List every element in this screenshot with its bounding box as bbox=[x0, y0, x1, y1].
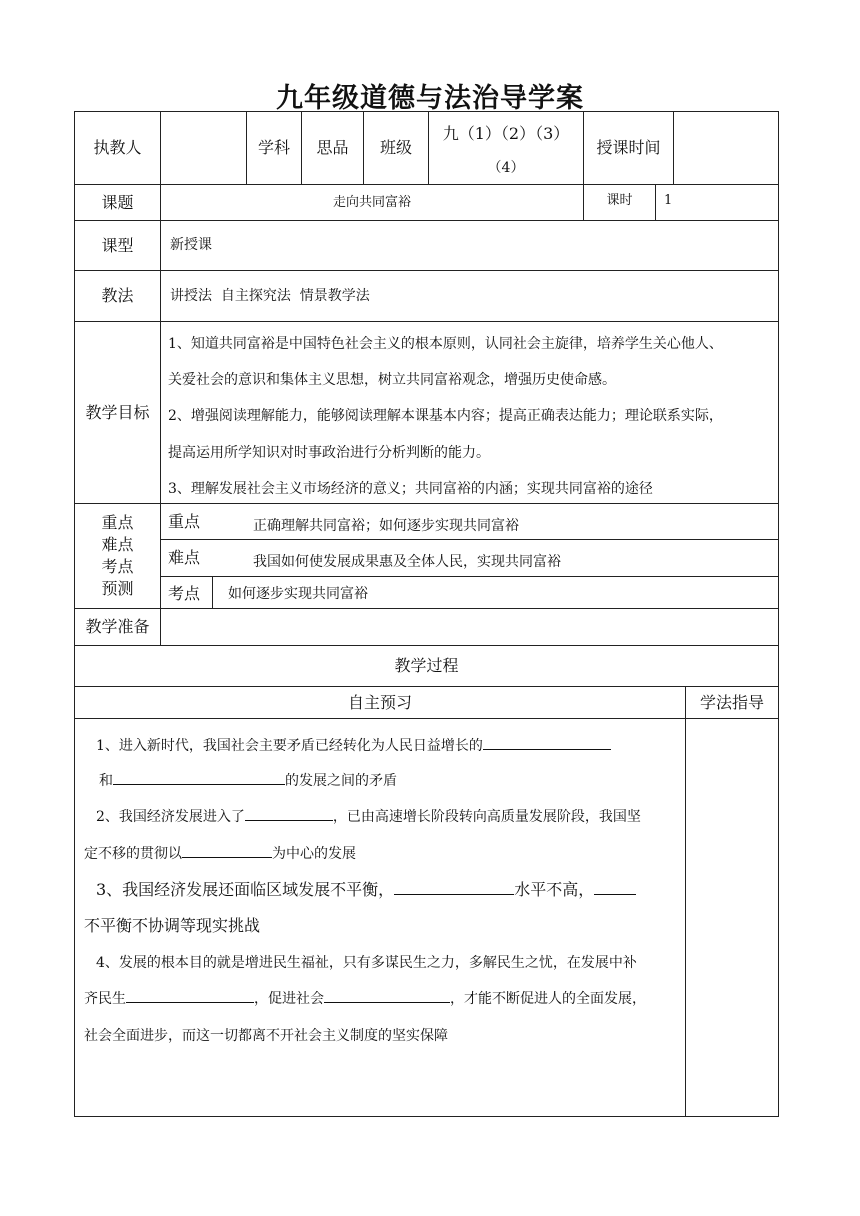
objective-line: 提高运用所学知识对时事政治进行分析判断的能力。 bbox=[168, 445, 490, 461]
question-2 bbox=[96, 806, 641, 826]
question-text: ，促进社会 bbox=[254, 991, 324, 1007]
objective-line: 1、知道共同富裕是中国特色社会主义的根本原则，认同社会主旋律，培养学生关心他人、 bbox=[168, 336, 723, 352]
teacher-value bbox=[161, 112, 246, 184]
key-points-label-line: 预测 bbox=[101, 579, 134, 598]
objective-line: 3、理解发展社会主义市场经济的意义；共同富裕的内涵；实现共同富裕的途径 bbox=[168, 481, 653, 497]
key-points-label-line: 考点 bbox=[101, 557, 134, 576]
question-1 bbox=[96, 735, 611, 755]
answer-blank[interactable] bbox=[126, 988, 254, 1003]
method-label: 教法 bbox=[101, 286, 134, 306]
key-points-label-line: 重点 bbox=[101, 513, 134, 532]
question-4: 4、发展的根本目的就是增进民生福祉，只有多谋民生之力，多解民生之忧，在发展中补 bbox=[96, 955, 637, 971]
question-text: 1、进入新时代，我国社会主要矛盾已经转化为人民日益增长的 bbox=[96, 738, 483, 754]
question-3-cont: 不平衡不协调等现实挑战 bbox=[84, 916, 261, 935]
question-2-cont bbox=[84, 843, 356, 863]
answer-blank[interactable] bbox=[182, 843, 272, 858]
period-value: 1 bbox=[664, 193, 673, 208]
subject-value: 思品 bbox=[316, 138, 349, 158]
question-text: 2、我国经济发展进入了 bbox=[96, 809, 245, 825]
teacher-label: 执教人 bbox=[93, 138, 142, 158]
guide-header: 学法指导 bbox=[699, 692, 764, 712]
answer-blank[interactable] bbox=[324, 988, 450, 1003]
prep-label: 教学准备 bbox=[85, 617, 150, 637]
page-title: 九年级道德与法治导学案 bbox=[276, 83, 584, 114]
question-text: 3、我国经济发展还面临区域发展不平衡， bbox=[96, 880, 395, 899]
key-point-label: 考点 bbox=[168, 584, 201, 603]
time-value bbox=[674, 112, 778, 184]
class-value-line2: （4） bbox=[487, 160, 525, 176]
answer-blank[interactable] bbox=[594, 880, 636, 895]
question-3 bbox=[96, 877, 636, 900]
question-4-cont bbox=[84, 988, 646, 1008]
key-point-value: 正确理解共同富裕；如何逐步实现共同富裕 bbox=[253, 518, 519, 534]
class-value bbox=[429, 112, 583, 184]
question-text: ，已由高速增长阶段转向高质量发展阶段，我国坚 bbox=[332, 809, 641, 825]
topic-value: 走向共同富裕 bbox=[332, 194, 411, 210]
question-text: 水平不高， bbox=[514, 880, 595, 899]
question-1-cont bbox=[99, 770, 397, 790]
topic-label: 课题 bbox=[101, 192, 134, 212]
subject-label: 学科 bbox=[257, 138, 290, 158]
question-text: 为中心的发展 bbox=[272, 846, 356, 862]
key-point-value: 如何逐步实现共同富裕 bbox=[228, 586, 368, 602]
answer-blank[interactable] bbox=[483, 735, 611, 750]
question-text: ，才能不断促进人的全面发展， bbox=[450, 991, 646, 1007]
answer-blank[interactable] bbox=[245, 806, 333, 821]
process-title: 教学过程 bbox=[394, 656, 459, 676]
time-label: 授课时间 bbox=[596, 138, 661, 158]
lesson-type-value: 新授课 bbox=[170, 237, 212, 253]
question-text: 定不移的贯彻以 bbox=[84, 846, 182, 862]
method-value: 讲授法 自主探究法 情景教学法 bbox=[170, 288, 370, 304]
question-4-end: 社会全面进步，而这一切都离不开社会主义制度的坚实保障 bbox=[84, 1028, 448, 1044]
question-text: 的发展之间的矛盾 bbox=[285, 773, 397, 789]
answer-blank[interactable] bbox=[113, 770, 285, 785]
key-points-label bbox=[75, 512, 160, 600]
key-point-label: 重点 bbox=[168, 512, 201, 531]
class-label: 班级 bbox=[379, 138, 412, 158]
key-point-value: 我国如何使发展成果惠及全体人民，实现共同富裕 bbox=[253, 554, 561, 570]
lesson-type-label: 课型 bbox=[101, 235, 134, 255]
objectives-label: 教学目标 bbox=[85, 402, 150, 422]
guide-column bbox=[686, 719, 778, 1116]
answer-blank[interactable] bbox=[394, 880, 514, 895]
objective-line: 关爱社会的意识和集体主义思想，树立共同富裕观念，增强历史使命感。 bbox=[168, 372, 616, 388]
question-text: 齐民生 bbox=[84, 991, 126, 1007]
key-points-label-line: 难点 bbox=[101, 535, 134, 554]
class-value-line1: 九（1）（2）（3） bbox=[442, 124, 570, 143]
self-study-header: 自主预习 bbox=[347, 692, 412, 712]
period-label: 课时 bbox=[606, 193, 633, 209]
question-text: 和 bbox=[99, 773, 113, 789]
objective-line: 2、增强阅读理解能力，能够阅读理解本课基本内容；提高正确表达能力；理论联系实际， bbox=[168, 408, 723, 424]
key-point-label: 难点 bbox=[168, 548, 201, 567]
